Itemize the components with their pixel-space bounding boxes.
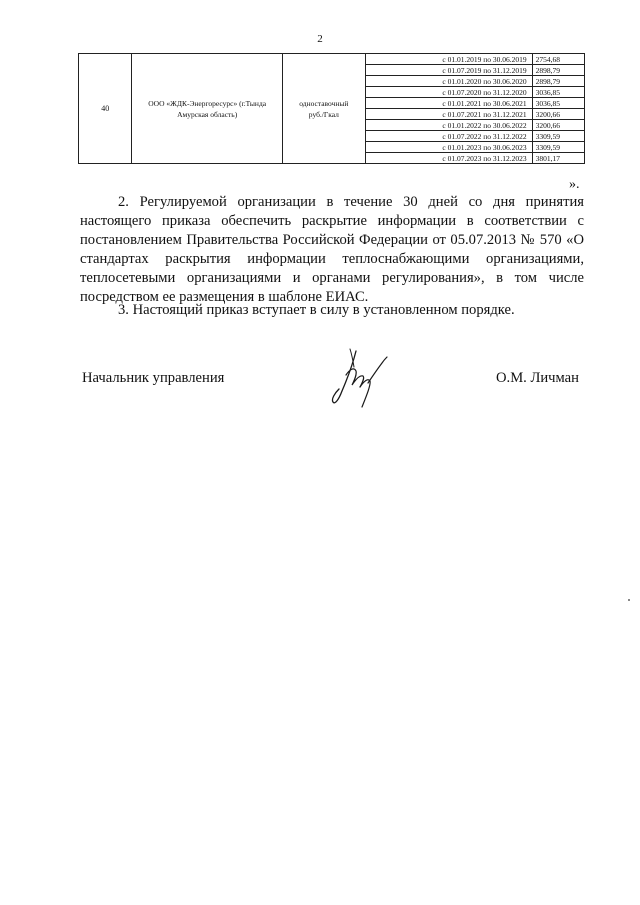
period-cell: с 01.01.2021 по 30.06.2021 [365, 98, 532, 109]
period-cell: с 01.07.2023 по 31.12.2023 [365, 153, 532, 164]
period-cell: с 01.07.2021 по 31.12.2021 [365, 109, 532, 120]
page-number: 2 [317, 33, 323, 45]
period-cell: с 01.07.2022 по 31.12.2022 [365, 131, 532, 142]
scan-speck [628, 599, 630, 601]
tariff-table [78, 53, 585, 164]
paragraph-2: 2. Регулируемой организации в течение 30 дней со дня принятия настоящего приказа обеспечить раскрытие информации в соответствии с постановлением Правительства Российской Федерации от 05.07.2013 № 570 «О стандартах раскрытия информации теплоснабжающими организациями, теплосетевыми организациями и органами регулирования», в том числе посредством ее размещения в шаблоне ЕИАС. [80, 194, 584, 305]
signer-title: Начальник управления [82, 370, 225, 386]
period-cell: с 01.01.2022 по 30.06.2022 [365, 120, 532, 131]
handwritten-signature [320, 345, 410, 411]
table-row [79, 54, 585, 65]
tariff-value-cell: 2754,68 [532, 54, 584, 65]
closing-quote: ». [569, 177, 580, 192]
period-cell: с 01.07.2020 по 31.12.2020 [365, 87, 532, 98]
tariff-value-cell: 3309,59 [532, 142, 584, 153]
row-number-cell: 40 [79, 54, 132, 164]
tariff-value-cell: 2898,79 [532, 76, 584, 87]
tariff-table-body [79, 54, 585, 164]
period-cell: с 01.01.2019 по 30.06.2019 [365, 54, 532, 65]
tariff-value-cell: 3200,66 [532, 109, 584, 120]
tariff-unit-label: руб./Гкал [308, 109, 339, 119]
tariff-value-cell: 3036,85 [532, 87, 584, 98]
tariff-type-label: одноставочный [299, 98, 349, 108]
tariff-type-cell [282, 54, 365, 164]
period-cell: с 01.01.2023 по 30.06.2023 [365, 142, 532, 153]
paragraph-3: 3. Настоящий приказ вступает в силу в установленном порядке. [118, 302, 515, 318]
tariff-value-cell: 3200,66 [532, 120, 584, 131]
tariff-value-cell: 2898,79 [532, 65, 584, 76]
organization-cell: ООО «ЖДК-Энергоресурс» (г.Тында Амурская область) [132, 54, 282, 164]
tariff-value-cell: 3036,85 [532, 98, 584, 109]
signer-name: О.М. Личман [496, 370, 579, 386]
tariff-value-cell: 3309,59 [532, 131, 584, 142]
period-cell: с 01.01.2020 по 30.06.2020 [365, 76, 532, 87]
period-cell: с 01.07.2019 по 31.12.2019 [365, 65, 532, 76]
tariff-value-cell: 3801,17 [532, 153, 584, 164]
